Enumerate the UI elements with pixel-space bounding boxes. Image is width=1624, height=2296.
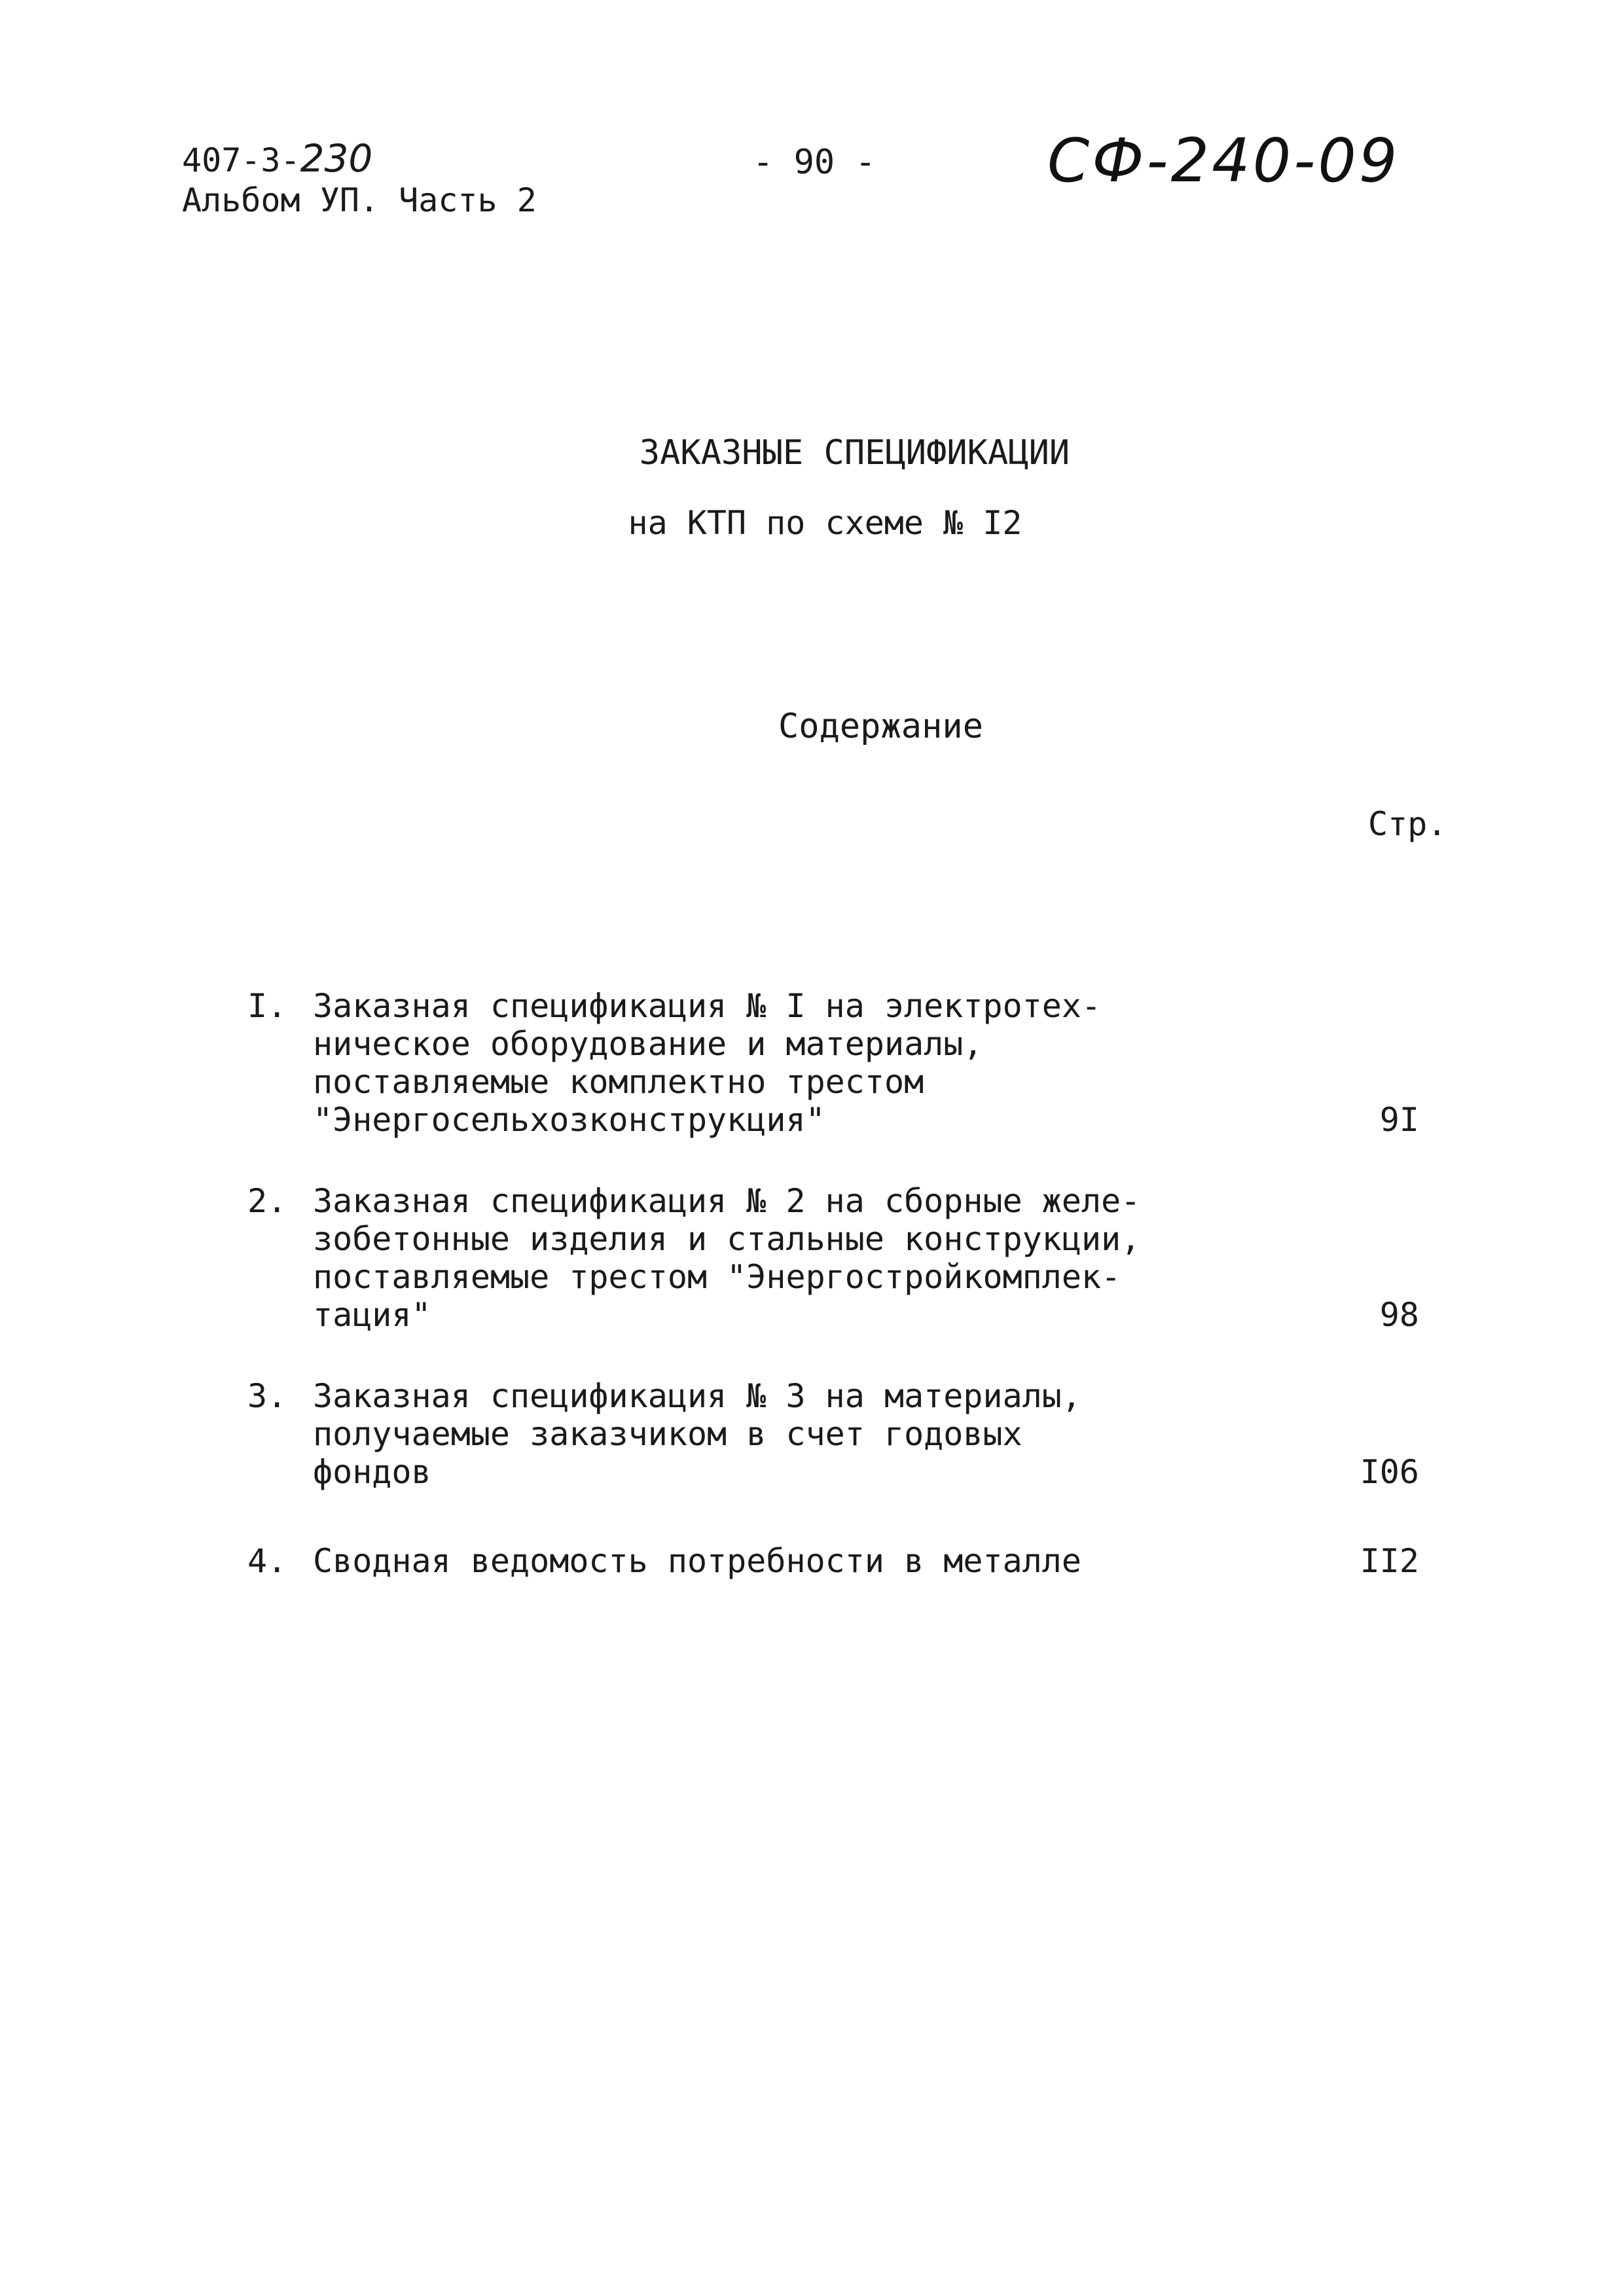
toc-entry-number: I. [247,987,287,1025]
toc-entry-line: ническое оборудование и материалы, [313,1025,983,1063]
toc-entry-line: зобетонные изделия и стальные конструкции, [313,1220,1141,1258]
toc-entry-line: тация" [313,1296,431,1334]
album-part-line: Альбом УП. Часть 2 [182,181,537,219]
toc-entry-text [313,1542,1081,1580]
toc-entry-page: II2 [1360,1542,1419,1580]
toc-entry-page: I06 [1360,1453,1419,1491]
contents-heading: Содержание [778,707,984,746]
document-code-prefix: 407-3- [182,141,300,179]
toc-entry-text [313,1182,1140,1334]
document-code [182,136,373,181]
toc-entry-text [313,1377,1081,1491]
toc-entry-line: получаемые заказчиком в счет годовых [313,1415,1022,1453]
document-code-handwritten: 230 [300,136,373,181]
toc-entry-line: поставляемые комплектно трестом [313,1063,924,1101]
document-subtitle: на КТП по схеме № I2 [628,504,1022,542]
toc-entry-line: Сводная ведомость потребности в металле [313,1542,1081,1580]
handwritten-stamp-number: СФ-240-09 [1047,126,1400,196]
toc-entry-line: фондов [313,1453,431,1491]
toc-entry-text [313,987,1101,1139]
document-title: ЗАКАЗНЫЕ СПЕЦИФИКАЦИИ [639,433,1070,473]
toc-entry-line: "Энергосельхозконструкция" [313,1101,825,1139]
page-column-label: Стр. [1368,805,1447,843]
toc-entry-line: Заказная спецификация № I на электротех- [313,987,1102,1025]
toc-entry-number: 4. [247,1542,287,1580]
toc-entry-line: Заказная спецификация № 2 на сборные желе- [313,1182,1141,1220]
toc-entry-number: 3. [247,1377,287,1415]
toc-entry-page: 98 [1379,1296,1419,1334]
toc-entry-line: поставляемые трестом "Энергостройкомплек- [313,1258,1121,1296]
toc-entry-page: 9I [1379,1101,1419,1139]
toc-entry-line: Заказная спецификация № 3 на материалы, [313,1377,1081,1415]
page-number: - 90 - [753,143,876,182]
toc-entry-number: 2. [247,1182,287,1220]
